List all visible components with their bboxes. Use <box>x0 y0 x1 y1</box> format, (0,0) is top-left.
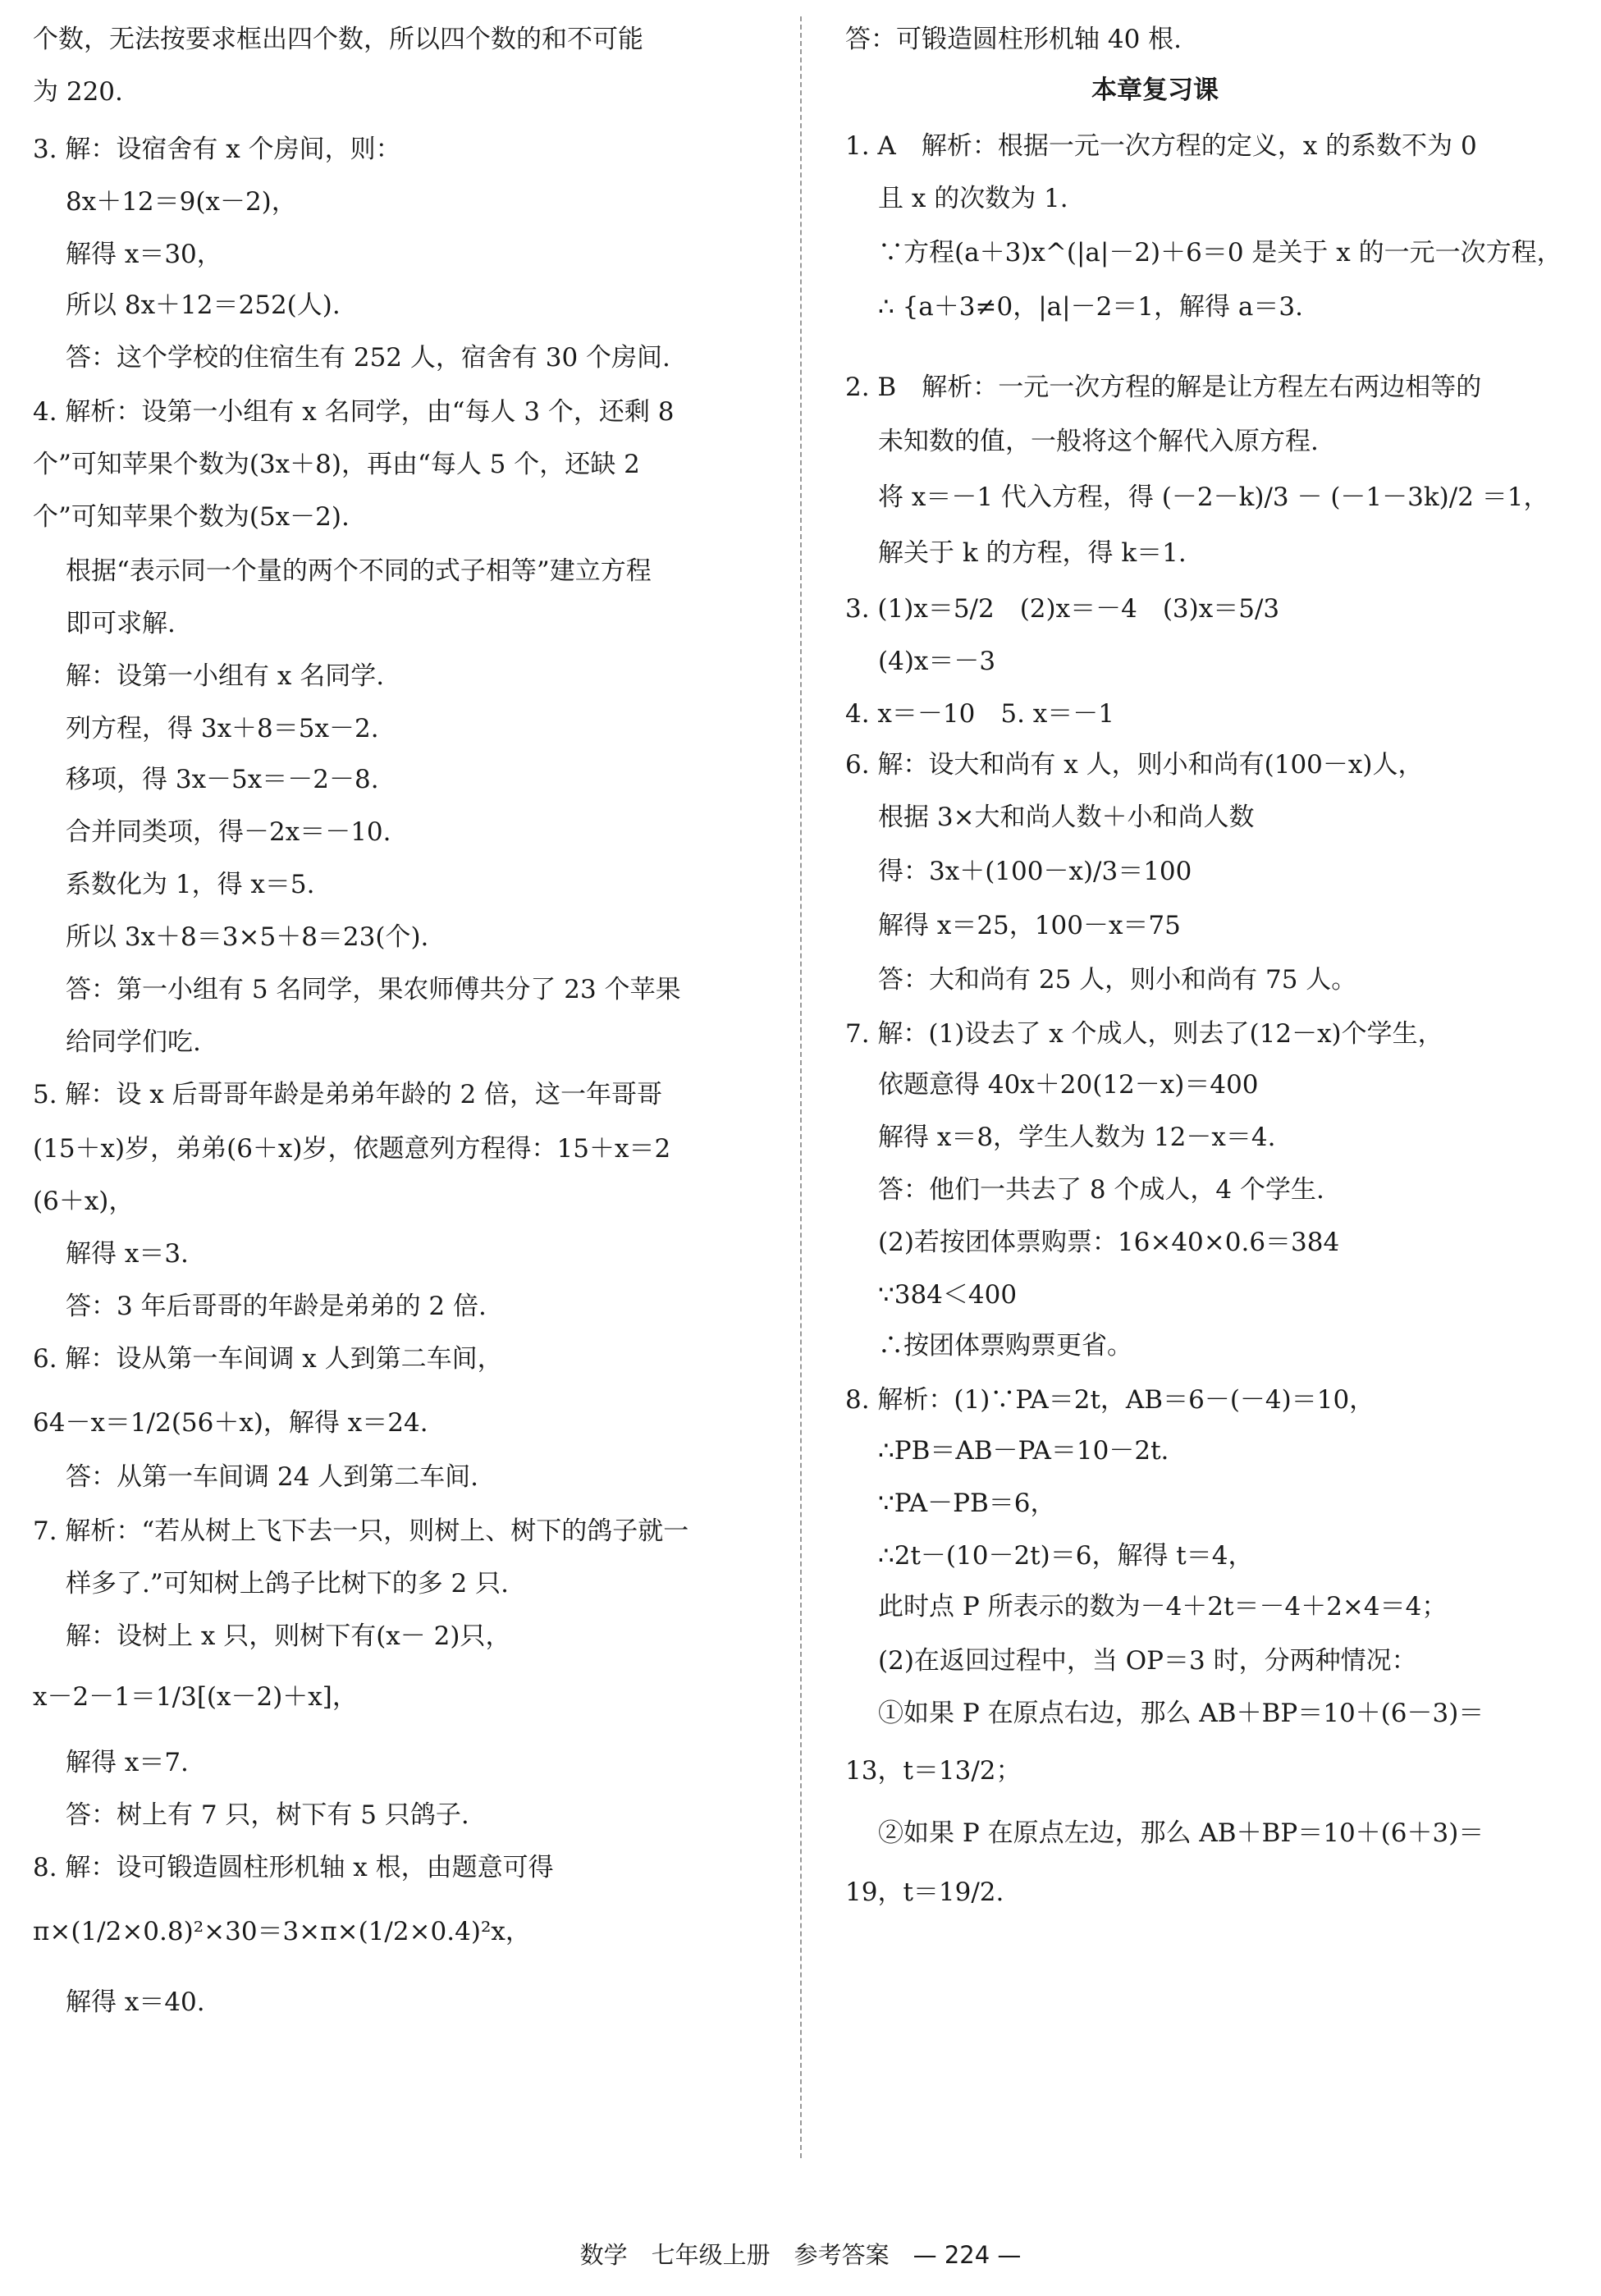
text-line: 4. 解析：设第一小组有 x 名同学，由“每人 3 个，还剩 8 <box>33 397 675 427</box>
text-line: 此时点 P 所表示的数为－4＋2t＝－4＋2×4＝4； <box>878 1592 1448 1621</box>
text-line: 解关于 k 的方程，得 k＝1. <box>878 538 1187 568</box>
text-line: x－2－1＝1/3[(x－2)＋x]， <box>33 1682 358 1712</box>
text-line: (15＋x)岁，弟弟(6＋x)岁，依题意列方程得：15＋x＝2 <box>33 1134 671 1164</box>
text-line: ∵384＜400 <box>878 1280 1018 1310</box>
text-line: (4)x＝－3 <box>878 647 996 676</box>
text-line: ∴按团体票购票更省。 <box>878 1331 1132 1361</box>
text-line: 解得 x＝30， <box>66 240 222 269</box>
text-line: (2)在返回过程中，当 OP＝3 时，分两种情况： <box>878 1646 1417 1676</box>
text-line: 解得 x＝40. <box>66 1987 205 2017</box>
text-line: 答：这个学校的住宿生有 252 人，宿舍有 30 个房间. <box>66 343 670 373</box>
text-line: 解得 x＝3. <box>66 1239 189 1269</box>
text-line: 列方程，得 3x＋8＝5x－2. <box>66 714 379 743</box>
text-line: 19，t＝19/2. <box>845 1878 1004 1907</box>
page-footer: 数学 七年级上册 参考答案 — 224 — <box>579 2241 1022 2269</box>
text-line: 解：设树上 x 只，则树下有(x－ 2)只， <box>66 1621 511 1651</box>
text-line: ①如果 P 在原点右边，那么 AB＋BP＝10＋(6－3)＝ <box>878 1699 1484 1728</box>
text-line: 所以 3x＋8＝3×5＋8＝23(个). <box>66 922 429 952</box>
text-line: 3. (1)x＝5/2 (2)x＝－4 (3)x＝5/3 <box>845 594 1280 624</box>
text-line: 8. 解析：(1)∵PA＝2t，AB＝6－(－4)＝10， <box>845 1385 1375 1415</box>
text-line: ②如果 P 在原点左边，那么 AB＋BP＝10＋(6＋3)＝ <box>878 1818 1484 1848</box>
text-line: 2. B 解析：一元一次方程的解是让方程左右两边相等的 <box>845 373 1482 402</box>
text-line: 将 x＝－1 代入方程，得 (－2－k)/3 － (－1－3k)/2 ＝1， <box>878 483 1549 512</box>
text-line: 解得 x＝25，100－x＝75 <box>878 911 1181 940</box>
text-line: 个”可知苹果个数为(3x＋8)，再由“每人 5 个，还缺 2 <box>33 450 640 479</box>
text-line: 8. 解：设可锻造圆柱形机轴 x 根，由题意可得 <box>33 1853 554 1882</box>
text-line: 答：从第一车间调 24 人到第二车间. <box>66 1462 479 1492</box>
text-line: 合并同类项，得－2x＝－10. <box>66 817 391 847</box>
text-line: ∴2t－(10－2t)＝6，解得 t＝4， <box>878 1541 1254 1571</box>
text-line: 6. 解：设从第一车间调 x 人到第二车间， <box>33 1344 503 1374</box>
text-line: 样多了.”可知树上鸽子比树下的多 2 只. <box>66 1569 509 1599</box>
text-line: π×(1/2×0.8)²×30＝3×π×(1/2×0.4)²x， <box>33 1917 531 1946</box>
text-line: 所以 8x＋12＝252(人). <box>66 290 341 320</box>
text-line: 个数，无法按要求框出四个数，所以四个数的和不可能 <box>33 25 643 54</box>
column-divider <box>800 16 802 2158</box>
text-line: 移项，得 3x－5x＝－2－8. <box>66 765 379 794</box>
text-line: ∴PB＝AB－PA＝10－2t. <box>878 1436 1169 1466</box>
text-line: 个”可知苹果个数为(5x－2). <box>33 502 350 532</box>
text-line: 答：3 年后哥哥的年龄是弟弟的 2 倍. <box>66 1292 487 1321</box>
text-line: 7. 解析：“若从树上飞下去一只，则树上、树下的鸽子就一 <box>33 1516 689 1546</box>
text-line: 1. A 解析：根据一元一次方程的定义，x 的系数不为 0 <box>845 131 1477 161</box>
text-line: 13，t＝13/2； <box>845 1756 1022 1786</box>
text-line: 答：大和尚有 25 人，则小和尚有 75 人。 <box>878 965 1357 995</box>
text-line: (2)若按团体票购票：16×40×0.6＝384 <box>878 1228 1340 1257</box>
text-line: 未知数的值，一般将这个解代入原方程. <box>878 427 1319 456</box>
text-line: (6＋x)， <box>33 1187 135 1216</box>
text-line: ∵PA－PB＝6， <box>878 1489 1056 1518</box>
text-line: ∵方程(a＋3)x^(|a|－2)＋6＝0 是关于 x 的一元一次方程， <box>878 238 1562 268</box>
text-line: 4. x＝－10 5. x＝－1 <box>845 699 1114 729</box>
text-line: 答：第一小组有 5 名同学，果农师傅共分了 23 个苹果 <box>66 975 681 1004</box>
text-line: 且 x 的次数为 1. <box>878 184 1068 213</box>
text-line: 答：树上有 7 只，树下有 5 只鸽子. <box>66 1800 469 1830</box>
text-line: 8x＋12＝9(x－2)， <box>66 187 297 217</box>
text-line: 根据“表示同一个量的两个不同的式子相等”建立方程 <box>66 556 652 586</box>
section-title: 本章复习课 <box>1091 75 1219 105</box>
text-line: 5. 解：设 x 后哥哥年龄是弟弟年龄的 2 倍，这一年哥哥 <box>33 1080 663 1109</box>
text-line: 解得 x＝8，学生人数为 12－x＝4. <box>878 1123 1276 1152</box>
text-line: 解得 x＝7. <box>66 1748 189 1777</box>
text-line: 64－x＝1/2(56＋x)，解得 x＝24. <box>33 1408 428 1438</box>
text-line: 答：他们一共去了 8 个成人，4 个学生. <box>878 1175 1324 1205</box>
text-line: 3. 解：设宿舍有 x 个房间，则： <box>33 135 401 164</box>
text-line: 解：设第一小组有 x 名同学. <box>66 661 385 691</box>
text-line: 6. 解：设大和尚有 x 人，则小和尚有(100－x)人， <box>845 750 1424 780</box>
text-line: 7. 解：(1)设去了 x 个成人，则去了(12－x)个学生， <box>845 1019 1443 1049</box>
text-line: 为 220. <box>33 77 123 107</box>
text-line: ∴ {a＋3≠0，|a|－2＝1，解得 a＝3. <box>878 292 1303 322</box>
text-line: 系数化为 1，得 x＝5. <box>66 870 315 899</box>
text-line: 给同学们吃. <box>66 1027 201 1057</box>
text-line: 根据 3×大和尚人数＋小和尚人数 <box>878 803 1255 832</box>
text-line: 依题意得 40x＋20(12－x)＝400 <box>878 1070 1259 1100</box>
text-line: 得：3x＋(100－x)/3＝100 <box>878 857 1192 886</box>
text-line: 答：可锻造圆柱形机轴 40 根. <box>845 25 1182 54</box>
text-line: 即可求解. <box>66 609 176 638</box>
